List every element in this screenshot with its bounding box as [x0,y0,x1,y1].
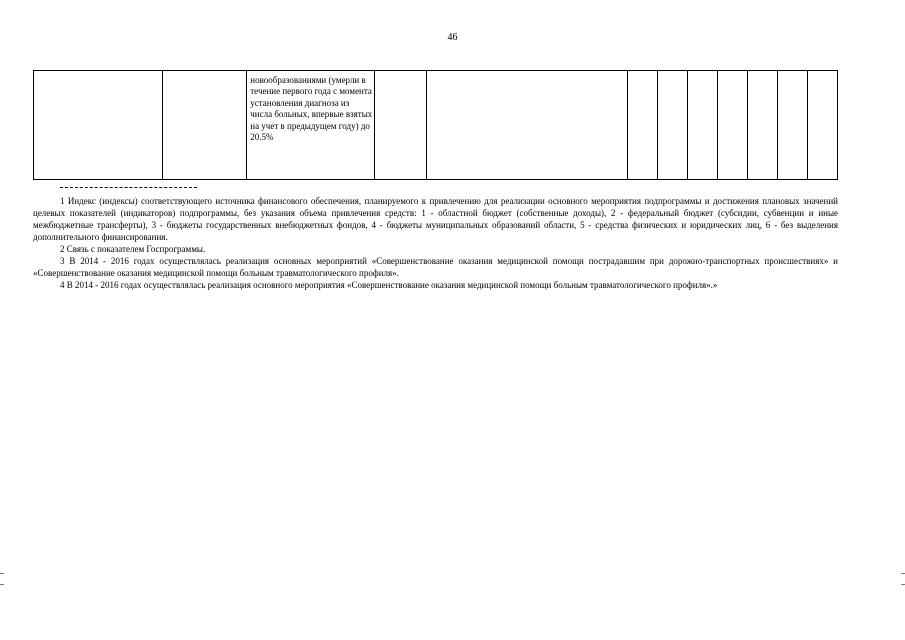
indicator-cell [247,71,375,180]
indicator-table [33,70,838,180]
table-cell [657,71,687,180]
footnote-3: 3 В 2014 - 2016 годах осуществлялась реализация основных мероприятий «Совершенствование оказания медицинской помощи пострадавшим при дорожно-транспортных происшествиях» и «Совершенствование оказания медицинской помощи больным травматологического профиля». [33,256,838,278]
table-cell [777,71,807,180]
table-cell [717,71,747,180]
footnote-2: 2 Связь с показателем Госпрограммы. [60,244,206,254]
table-cell [34,71,163,180]
indicator-text: новообразованиями (умерли в течение первого года с момента установления диагноза из числа больных, впервые взятых на учет в предыдущем году) до 20.5% [250,75,373,143]
left-edge-mark [0,573,4,574]
table-cell [163,71,247,180]
table-cell [747,71,777,180]
left-edge-mark [0,584,4,585]
table-row [34,71,838,180]
table-cell [807,71,837,180]
table-cell [427,71,627,180]
right-edge-mark [901,573,905,574]
right-edge-mark [901,584,905,585]
page-number: 46 [447,32,458,43]
footnotes [33,195,838,291]
table-cell [375,71,427,180]
table-cell [627,71,657,180]
footnote-4: 4 В 2014 - 2016 годах осуществлялась реализация основного мероприятия «Совершенствование оказания медицинской помощи больным травматологического профиля».» [60,280,718,290]
footnote-1: 1 Индекс (индексы) соответствующего источника финансового обеспечения, планируемого к привлечению для реализации основного мероприятия подпрограммы и достижения плановых значений целевых показателей (индикаторов) подпрограммы, без указания объема привлечения средств: 1 - областной бюджет (собственные доходы), 2 - федеральный бюджет (субсидии, субвенции и иные межбюджетные трансферты), 3 - бюджеты государственных внебюджетных фондов, 4 - бюджеты муниципальных образований области, 5 - средства физических и юридических лиц, 6 - без выделения дополнительного финансирования. [33,196,838,242]
table-cell [687,71,717,180]
footnote-separator [60,187,197,188]
